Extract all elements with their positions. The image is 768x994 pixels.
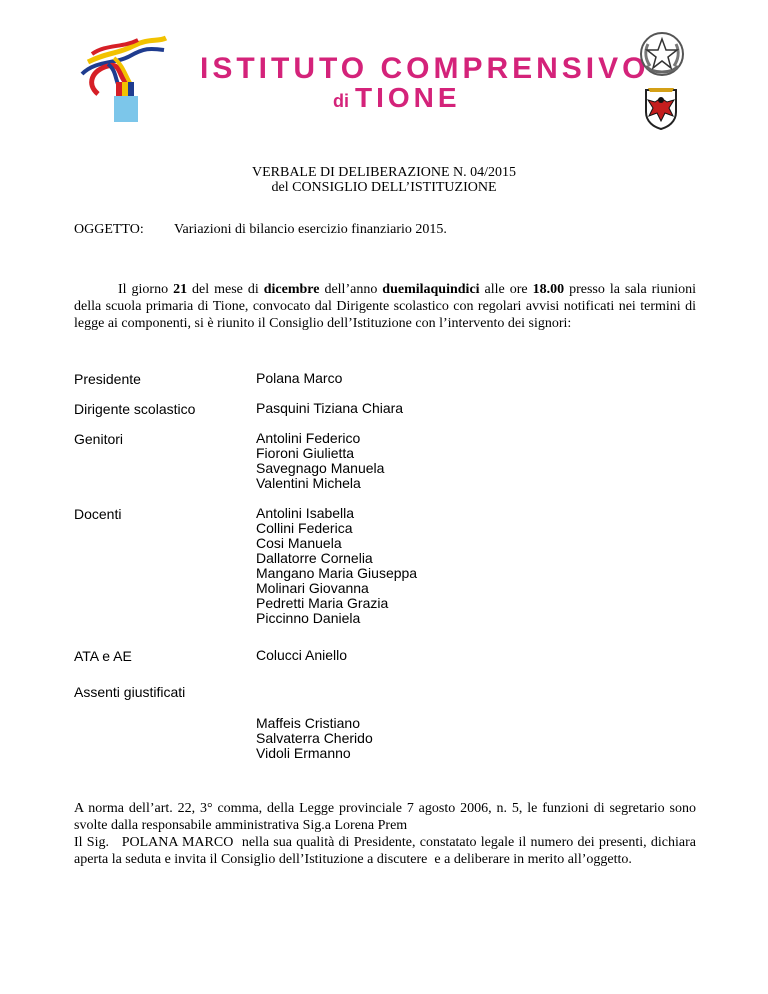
member-names: [256, 431, 384, 491]
member-name: Polana Marco: [256, 370, 343, 386]
member-name: Colucci Aniello: [256, 647, 348, 663]
member-role: Docenti: [74, 506, 122, 522]
document-heading: [0, 165, 768, 195]
member-name: Pasquini Tiziana Chiara: [256, 400, 404, 416]
absent-name: Salvaterra Cherido: [256, 730, 373, 746]
intro-text-4: alle ore: [479, 282, 533, 297]
absent-name: Vidoli Ermanno: [256, 745, 351, 761]
member-name: Antolini Federico: [256, 430, 361, 446]
member-name: Piccinno Daniela: [256, 610, 361, 626]
member-names: [256, 401, 403, 416]
member-role: Presidente: [74, 371, 141, 387]
school-logo: [78, 34, 168, 126]
member-names: [256, 648, 347, 663]
absent-names: [256, 716, 373, 761]
secretary-paragraph: A norma dell’art. 22, 3° comma, della Legge provinciale 7 agosto 2006, n. 5, le funzioni di segretario sono svolte dalla responsabile amministrativa Sig.a Lorena Prem: [74, 801, 696, 833]
subject-label: OGGETTO:: [74, 222, 144, 237]
school-subtitle: [333, 82, 461, 114]
member-name: Savegnago Manuela: [256, 460, 385, 476]
school-town: TIONE: [355, 82, 461, 113]
opening-paragraph: Il Sig. POLANA MARCO nella sua qualità di Presidente, constatato legale il numero dei presenti, dichiara aperta la seduta e invita il Consiglio dell’Istituzione a discutere e a deliberare in merito all’oggetto.: [74, 835, 700, 867]
intro-text-1: Il giorno: [118, 282, 174, 297]
member-name: Valentini Michela: [256, 475, 361, 491]
absent-label: Assenti giustificati: [74, 684, 186, 700]
meeting-month: dicembre: [263, 282, 320, 297]
member-names: [256, 371, 342, 386]
member-name: Dallatorre Cornelia: [256, 550, 373, 566]
member-name: Cosi Manuela: [256, 535, 342, 551]
member-role: ATA e AE: [74, 648, 132, 664]
member-role: Genitori: [74, 431, 124, 447]
member-name: Molinari Giovanna: [256, 580, 369, 596]
republic-emblem-icon: [638, 30, 686, 78]
intro-text-3: dell’anno: [319, 282, 383, 297]
member-name: Pedretti Maria Grazia: [256, 595, 389, 611]
meeting-time: 18.00: [532, 282, 565, 297]
heading-line-2: del CONSIGLIO DELL’ISTITUZIONE: [271, 180, 497, 195]
heading-line-1: VERBALE DI DELIBERAZIONE N. 04/2015: [251, 165, 517, 180]
subject-text: Variazioni di bilancio esercizio finanziario 2015.: [174, 222, 447, 237]
intro-paragraph: [74, 281, 696, 332]
intro-text-2: del mese di: [187, 282, 264, 297]
member-name: Fioroni Giulietta: [256, 445, 355, 461]
school-subtitle-di: di: [333, 91, 349, 111]
member-role: Dirigente scolastico: [74, 401, 196, 417]
member-name: Antolini Isabella: [256, 505, 355, 521]
intro-text-5: presso la sala riunioni della scuola primaria di Tione, convocato dal Dirigente scolastico con regolari avvisi notificati nei termini di legge ai componenti, si è riunito il Consiglio dell’Istituzione con l’intervento dei signori:: [74, 282, 696, 331]
absent-name: Maffeis Cristiano: [256, 715, 361, 731]
school-title: ISTITUTO COMPRENSIVO: [200, 52, 650, 85]
member-name: Collini Federica: [256, 520, 353, 536]
member-name: Mangano Maria Giuseppa: [256, 565, 418, 581]
coat-of-arms-icon: [640, 86, 682, 130]
meeting-day: 21: [173, 282, 188, 297]
member-names: [256, 506, 417, 626]
meeting-year: duemilaquindici: [382, 282, 480, 297]
